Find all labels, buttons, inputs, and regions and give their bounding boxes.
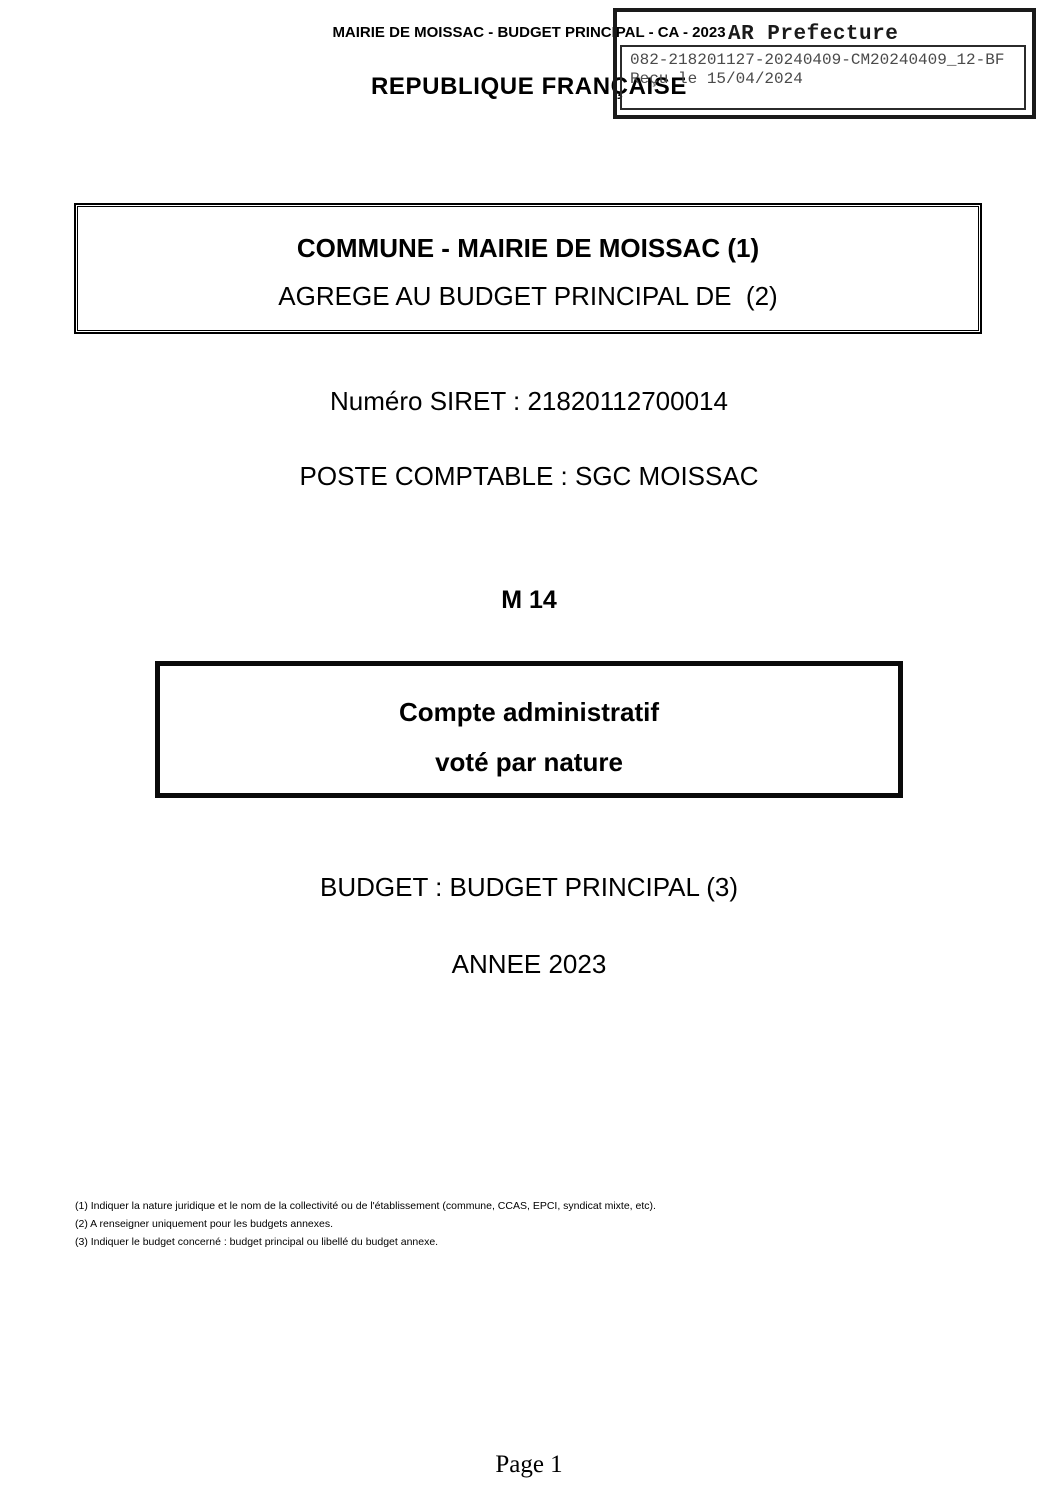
footnote-1: (1) Indiquer la nature juridique et le nom de la collectivité ou de l'établissement (commune, CCAS, EPCI, syndicat mixte, etc). [75,1200,656,1212]
account-title: Compte administratif [398,697,660,727]
entity-box-inner-border [77,206,979,331]
prefecture-stamp-title: AR Prefecture [728,23,899,46]
prefecture-stamp-reference: 082-218201127-20240409-CM20240409_12-BF [630,51,1005,69]
republique-francaise-title: REPUBLIQUE FRANÇAISE [370,73,688,100]
document-header-title: MAIRIE DE MOISSAC - BUDGET PRINCIPAL - CA - 2023 [332,24,726,41]
footnote-2: (2) A renseigner uniquement pour les budgets annexes. [75,1218,334,1230]
account-box [155,661,903,798]
account-vote-mode: voté par nature [435,747,623,777]
entity-name: COMMUNE - MAIRIE DE MOISSAC (1) [296,233,760,263]
siret-number: Numéro SIRET : 21820112700014 [330,386,728,416]
footnote-3: (3) Indiquer le budget concerné : budget principal ou libellé du budget annexe. [75,1236,439,1248]
page-number: Page 1 [495,1451,563,1478]
budget-year: ANNEE 2023 [451,949,607,979]
accounting-standard-m14: M 14 [501,586,557,614]
prefecture-stamp [613,8,1036,119]
entity-box [74,203,982,334]
budget-label: BUDGET : BUDGET PRINCIPAL (3) [319,872,738,902]
prefecture-stamp-inner-box [620,45,1026,110]
entity-budget-attachment: AGREGE AU BUDGET PRINCIPAL DE (2) [278,281,778,311]
prefecture-stamp-received-date: Reçu le 15/04/2024 [630,70,803,88]
poste-comptable: POSTE COMPTABLE : SGC MOISSAC [299,461,759,491]
